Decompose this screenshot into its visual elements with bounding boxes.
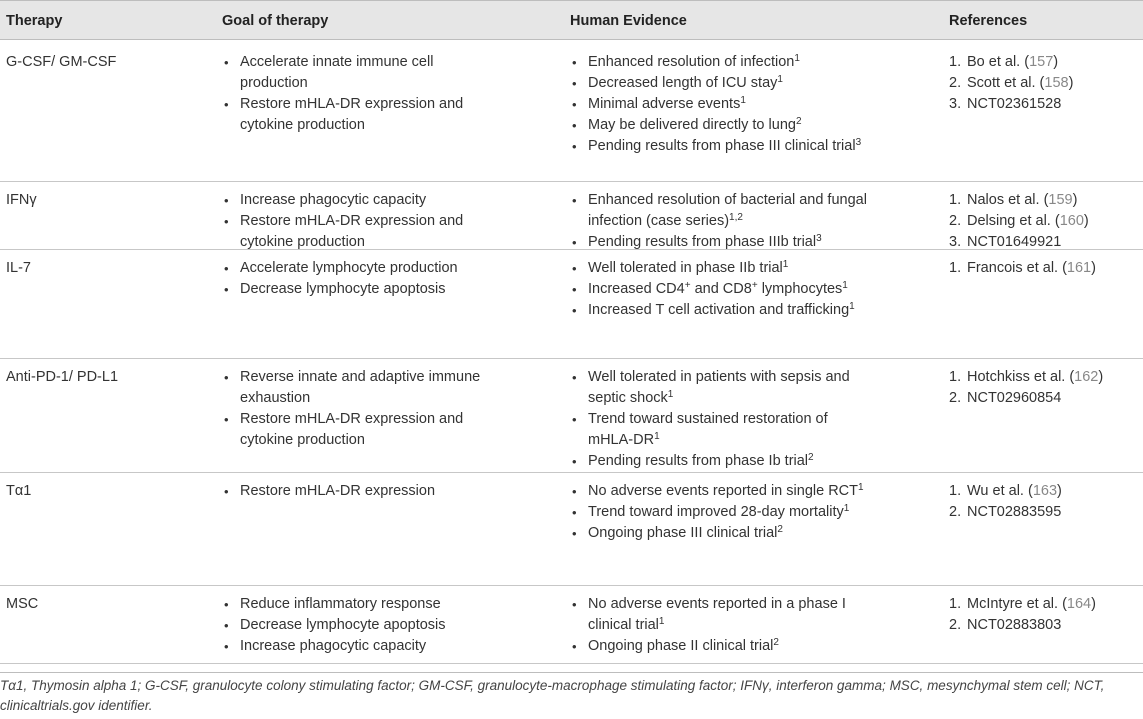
goal-item: • Accelerate lymphocyte production (222, 258, 482, 279)
evidence-cell (570, 481, 870, 544)
reference-number: 2. (949, 213, 962, 229)
evidence-ref-superscript: 1 (667, 389, 674, 400)
evidence-list (570, 52, 870, 157)
superscript-plus: + (751, 280, 758, 291)
evidence-ref-superscript: 1 (849, 301, 855, 312)
evidence-list (570, 367, 870, 472)
citation-link[interactable]: 159 (1048, 192, 1073, 208)
reference-item: 2. NCT02960854 (949, 388, 1129, 409)
goal-item: • Accelerate innate immune cell production (222, 52, 482, 94)
evidence-ref-superscript: 1 (794, 53, 800, 64)
evidence-list (570, 594, 870, 657)
evidence-item: • Trend toward sustained restoration of mHLA-$DR^1$ (570, 409, 870, 451)
therapy-cell: G-CSF/ GM-CSF (6, 54, 117, 70)
reference-number: 1. (949, 369, 962, 385)
reference-item: 2. Delsing et al. (160) (949, 211, 1129, 232)
evidence-cell (570, 190, 870, 253)
evidence-item: • Increased T cell activation and trafficking$^1$ (570, 300, 870, 321)
evidence-ref-superscript: 2 (773, 637, 779, 648)
therapy-cell: IL-7 (6, 260, 31, 276)
goal-list (222, 367, 482, 451)
reference-list (949, 258, 1129, 279)
table-row (0, 586, 1143, 664)
evidence-cell (570, 52, 870, 157)
reference-number: 1. (949, 192, 962, 208)
reference-number: 3. (949, 234, 962, 250)
reference-item: 3. NCT02361528 (949, 94, 1129, 115)
evidence-item: • Trend toward improved 28-day mortality$^1$ (570, 502, 870, 523)
therapy-cell: Tα1 (6, 483, 32, 499)
goal-list (222, 52, 482, 136)
references-cell (949, 258, 1129, 279)
goal-cell (222, 52, 482, 136)
reference-number: 2. (949, 390, 962, 406)
evidence-item: • Well tolerated in phase IIb trial$^1$ (570, 258, 870, 279)
evidence-cell (570, 258, 870, 321)
reference-item: 1. Nalos et al. (159) (949, 190, 1129, 211)
therapy-cell: IFNγ (6, 192, 37, 208)
evidence-ref-superscript: 3 (855, 137, 862, 148)
table-footnote: Tα1, Thymosin alpha 1; G-CSF, granulocyte colony stimulating factor; GM-CSF, granulocyte-macrophage stimulating factor; IFNγ, interferon gamma; MSC, mesynchymal stem cell; NCT, clinicaltrials.gov identifier. (0, 678, 1105, 713)
table-row (0, 473, 1143, 586)
reference-number: 1. (949, 483, 962, 499)
evidence-ref-superscript: 3 (816, 233, 822, 244)
evidence-item: • Pending results from phase III clinical trial$^3$ (570, 136, 870, 157)
evidence-list (570, 258, 870, 321)
reference-number: 1. (949, 260, 962, 276)
reference-number: 1. (949, 54, 962, 70)
evidence-item: • No adverse events reported in single RCT$^1$ (570, 481, 870, 502)
evidence-ref-superscript: 2 (795, 116, 802, 127)
goal-item: • Restore mHLA-DR expression and cytokine production (222, 211, 482, 253)
references-cell (949, 190, 1129, 253)
reference-list (949, 367, 1129, 409)
evidence-cell (570, 367, 870, 472)
header-therapy: Therapy (6, 13, 63, 29)
reference-list (949, 52, 1129, 115)
goal-cell (222, 594, 482, 657)
goal-cell (222, 367, 482, 451)
table-header (0, 0, 1143, 40)
reference-item: 1. McIntyre et al. (164) (949, 594, 1129, 615)
reference-item: 2. NCT02883595 (949, 502, 1129, 523)
reference-list (949, 190, 1129, 253)
goal-list (222, 594, 482, 657)
reference-item: 1. Hotchkiss et al. (162) (949, 367, 1129, 388)
evidence-list (570, 190, 870, 253)
evidence-item: • Decreased length of ICU stay$^1$ (570, 73, 870, 94)
evidence-ref-superscript: 2 (777, 524, 783, 535)
goal-item: • Restore mHLA-DR expression and cytokine production (222, 94, 482, 136)
goal-item: • Increase phagocytic capacity (222, 636, 482, 657)
reference-item: 1. Wu et al. (163) (949, 481, 1129, 502)
evidence-list (570, 481, 870, 544)
reference-list (949, 481, 1129, 523)
citation-link[interactable]: 162 (1074, 369, 1099, 385)
reference-item: 1. Bo et al. (157) (949, 52, 1129, 73)
citation-link[interactable]: 158 (1044, 75, 1069, 91)
evidence-item: • No adverse events reported in a phase I clinical trial$^1$ (570, 594, 870, 636)
superscript-plus: + (684, 280, 691, 291)
evidence-ref-superscript: 1 (858, 482, 864, 493)
reference-item: 1. Francois et al. (161) (949, 258, 1129, 279)
evidence-ref-superscript: 1 (658, 616, 665, 627)
goal-cell (222, 481, 482, 502)
header-references: References (949, 13, 1028, 29)
table-bottom-rule (0, 672, 1143, 673)
goal-cell (222, 190, 482, 253)
evidence-item: • May be delivered directly to lung$^2$ (570, 115, 870, 136)
goal-item: • Reduce inflammatory response (222, 594, 482, 615)
evidence-item: • Ongoing phase III clinical trial$^2$ (570, 523, 870, 544)
evidence-ref-superscript: 1 (654, 431, 660, 442)
citation-link[interactable]: 161 (1066, 260, 1092, 276)
header-evidence: Human Evidence (570, 13, 687, 29)
evidence-item: • Well tolerated in patients with sepsis and septic shock$^1$ (570, 367, 870, 409)
reference-item: 2. Scott et al. (158) (949, 73, 1129, 94)
reference-number: 2. (949, 617, 962, 633)
evidence-ref-superscript: 1,2 (729, 212, 743, 223)
evidence-ref-superscript: 1 (740, 95, 746, 106)
goal-item: • Decrease lymphocyte apoptosis (222, 279, 482, 300)
evidence-ref-superscript: 1 (782, 259, 789, 270)
goal-item: • Reverse innate and adaptive immune exhaustion (222, 367, 482, 409)
goal-item: • Restore mHLA-DR expression (222, 481, 482, 502)
citation-link[interactable]: 160 (1059, 213, 1084, 229)
reference-number: 2. (949, 504, 962, 520)
citation-link[interactable]: 163 (1032, 483, 1058, 499)
evidence-ref-superscript: 1 (777, 74, 783, 85)
table-row (0, 44, 1143, 182)
evidence-ref-superscript: 2 (808, 452, 814, 463)
evidence-item: • Minimal adverse events$^1$ (570, 94, 870, 115)
goal-item: • Decrease lymphocyte apoptosis (222, 615, 482, 636)
goal-item: • Restore mHLA-DR expression and cytokine production (222, 409, 482, 451)
evidence-item: • Enhanced resolution of infection$^1$ (570, 52, 870, 73)
citation-link[interactable]: 164 (1066, 596, 1092, 612)
therapy-cell: Anti-PD-1/ PD-L1 (6, 369, 119, 385)
references-cell (949, 594, 1129, 636)
table-row (0, 250, 1143, 359)
reference-item: 3. NCT01649921 (949, 232, 1129, 253)
evidence-cell (570, 594, 870, 657)
goal-list (222, 481, 482, 502)
table-row (0, 359, 1143, 473)
reference-number: 1. (949, 596, 962, 612)
references-cell (949, 367, 1129, 409)
reference-list (949, 594, 1129, 636)
reference-item: 2. NCT02883803 (949, 615, 1129, 636)
therapy-cell: MSC (6, 596, 39, 612)
citation-link[interactable]: 157 (1029, 54, 1054, 70)
references-cell (949, 481, 1129, 523)
references-cell (949, 52, 1129, 115)
evidence-ref-superscript: 1 (843, 503, 850, 514)
evidence-item: • Ongoing phase II clinical trial$^2$ (570, 636, 870, 657)
evidence-item: • Pending results from phase Ib trial$^2$ (570, 451, 870, 472)
reference-number: 2. (949, 75, 962, 91)
evidence-ref-superscript: 1 (842, 280, 848, 291)
goal-list (222, 190, 482, 253)
header-goal: Goal of therapy (222, 13, 329, 29)
table-row (0, 182, 1143, 250)
goal-item: • Increase phagocytic capacity (222, 190, 482, 211)
evidence-item: • Increased CD4+ and CD8+ lymphocytes$^1$ (570, 279, 870, 300)
goal-cell (222, 258, 482, 300)
evidence-item: • Enhanced resolution of bacterial and fungal infection (case series)$^{1,2}$ (570, 190, 870, 232)
reference-number: 3. (949, 96, 962, 112)
evidence-item: • Pending results from phase IIIb trial$^3$ (570, 232, 870, 253)
goal-list (222, 258, 482, 300)
